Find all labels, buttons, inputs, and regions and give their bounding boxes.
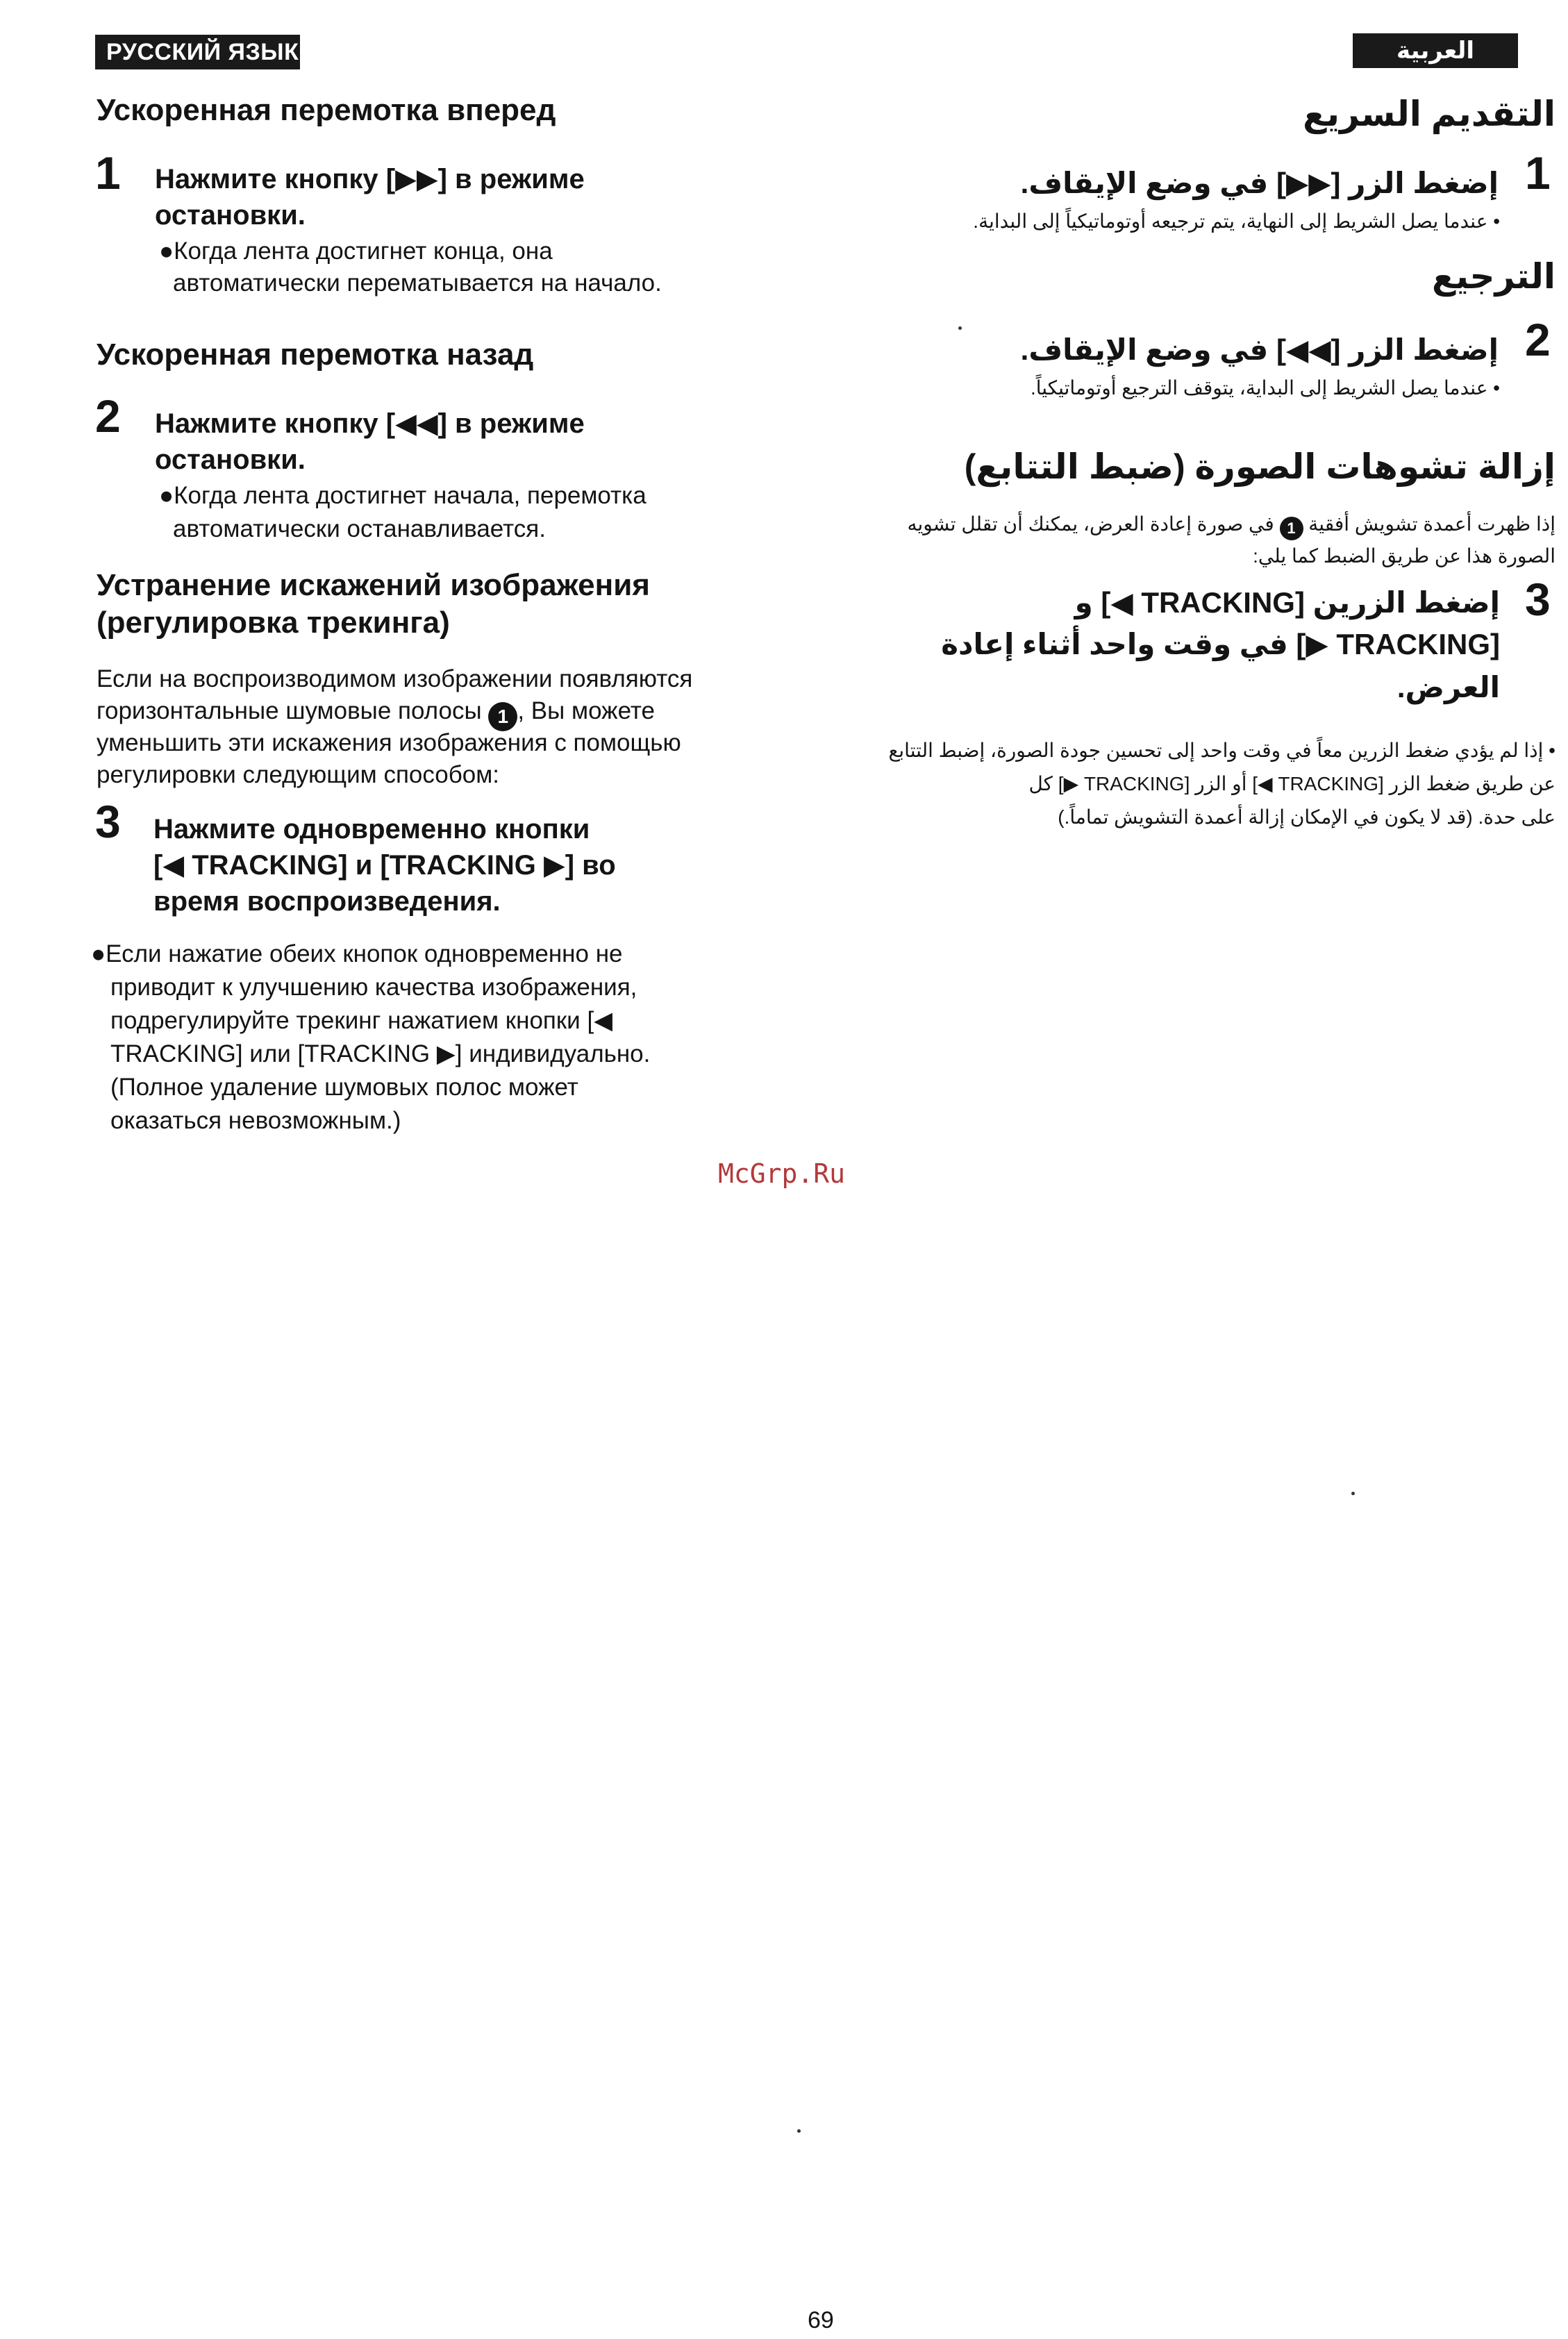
scan-speck [1351,1492,1355,1495]
ru-step-1-note-line-1: ●Когда лента достигнет конца, она [159,238,553,265]
page-number: 69 [808,2307,834,2333]
ru-step-2-note-line-2: автоматически останавливается. [173,515,546,542]
ru-step-3-line-1: Нажмите одновременно кнопки [153,814,590,844]
ru-rewind-title: Ускоренная перемотка назад [97,338,534,372]
circle-number-1-icon: 1 [488,702,517,731]
ar-intro-line-1-end: في صورة إعادة العرض، يمكنك أن تقلل تشويه [907,513,1274,535]
ru-step-number-3: 3 [95,796,121,847]
ru-tracking-title-line-1: Устранение искажений изображения [97,568,650,602]
ru-bullet-line-5: (Полное удаление шумовых полос может [110,1074,578,1101]
ar-step-3-line-1: إضغط الزرين [TRACKING ◀] و [1074,586,1500,619]
ru-step-2-line-1: Нажмите кнопку [◀◀] в режиме [155,408,585,439]
ar-fast-forward-title: التقديم السريع [1303,94,1556,133]
ru-bullet-line-3: подрегулируйте трекинг нажатием кнопки [◀ [110,1007,613,1034]
ru-bullet-line-4: TRACKING] или [TRACKING ▶] индивидуально. [110,1040,651,1067]
ar-bullet-line-3: على حدة. (قد لا يكون في الإمكان إزالة أعمدة التشويش تماماً.) [1058,806,1556,828]
ar-step-2-note: • عندما يصل الشريط إلى البداية، يتوقف الترجيع أوتوماتيكياً. [1030,377,1500,399]
ru-step-3-line-2: [◀ TRACKING] и [TRACKING ▶] во [153,850,616,881]
ar-step-number-1: 1 [1525,147,1551,199]
ar-circle-number-1-icon: 1 [1280,517,1303,540]
ru-intro-line-2-text: горизонтальные шумовые полосы [97,697,482,724]
ar-intro-line-2: الصورة هذا عن طريق الضبط كما يلي: [1253,545,1556,567]
ar-step-1-note: • عندما يصل الشريط إلى النهاية، يتم ترجيعه أوتوماتيكياً إلى البداية. [973,210,1500,232]
ru-intro-line-2-tail: , Вы можете [517,697,655,724]
russian-language-tab: РУССКИЙ ЯЗЫК [95,35,300,69]
ru-step-2-line-2: остановки. [155,444,306,475]
ru-step-2-note-line-1: ●Когда лента достигнет начала, перемотка [159,482,647,509]
ru-intro-line-4: регулировки следующим способом: [97,761,500,788]
ru-step-number-1: 1 [95,147,121,199]
arabic-language-tab: العربية [1353,33,1518,68]
ar-step-number-2: 2 [1525,314,1551,365]
ru-step-1-line-2: остановки. [155,200,306,231]
ar-intro-line-1-start: إذا ظهرت أعمدة تشويش أفقية [1308,513,1556,535]
scan-speck [958,326,962,330]
ar-bullet-line-2: عن طريق ضغط الزر [TRACKING ◀] أو الزر [TRACKING ▶] كل [1028,773,1556,794]
ru-bullet-line-1: ●Если нажатие обеих кнопок одновременно не [91,940,623,967]
ar-step-2-text: إضغط الزر [◀◀] في وضع الإيقاف. [1020,333,1499,366]
ru-tracking-title-line-2: (регулировка трекинга) [97,606,450,640]
ar-step-3-line-2: [TRACKING ▶] في وقت واحد أثناء إعادة [941,628,1500,660]
ru-fast-forward-title: Ускоренная перемотка вперед [97,93,556,127]
watermark-text: McGrp.Ru [718,1158,846,1189]
ru-step-3-line-3: время воспроизведения. [153,886,501,917]
ru-intro-line-3: уменьшить эти искажения изображения с помощью [97,729,681,756]
ar-tracking-title: إزالة تشوهات الصورة (ضبط التتابع) [964,447,1556,486]
ru-step-1-line-1: Нажмите кнопку [▶▶] в режиме [155,164,585,194]
ar-rewind-title: الترجيع [1431,257,1556,296]
ar-step-3-line-3: العرض. [1396,671,1500,704]
ru-intro-line-1: Если на воспроизводимом изображении появляются [97,665,693,692]
ru-step-number-2: 2 [95,390,121,442]
ru-bullet-line-2: приводит к улучшению качества изображения, [110,974,637,1001]
ru-step-1-note-line-2: автоматически перематывается на начало. [173,269,662,297]
ar-step-1-text: إضغط الزر [▶▶] في وضع الإيقاف. [1020,167,1499,199]
ar-bullet-line-1: • إذا لم يؤدي ضغط الزرين معاً في وقت واحد إلى تحسين جودة الصورة، إضبط التتابع [888,740,1556,761]
ar-intro-line-1 [908,510,1556,540]
scan-speck [797,2129,801,2133]
ar-step-number-3: 3 [1525,574,1551,625]
ru-bullet-line-6: оказаться невозможным.) [110,1107,401,1134]
